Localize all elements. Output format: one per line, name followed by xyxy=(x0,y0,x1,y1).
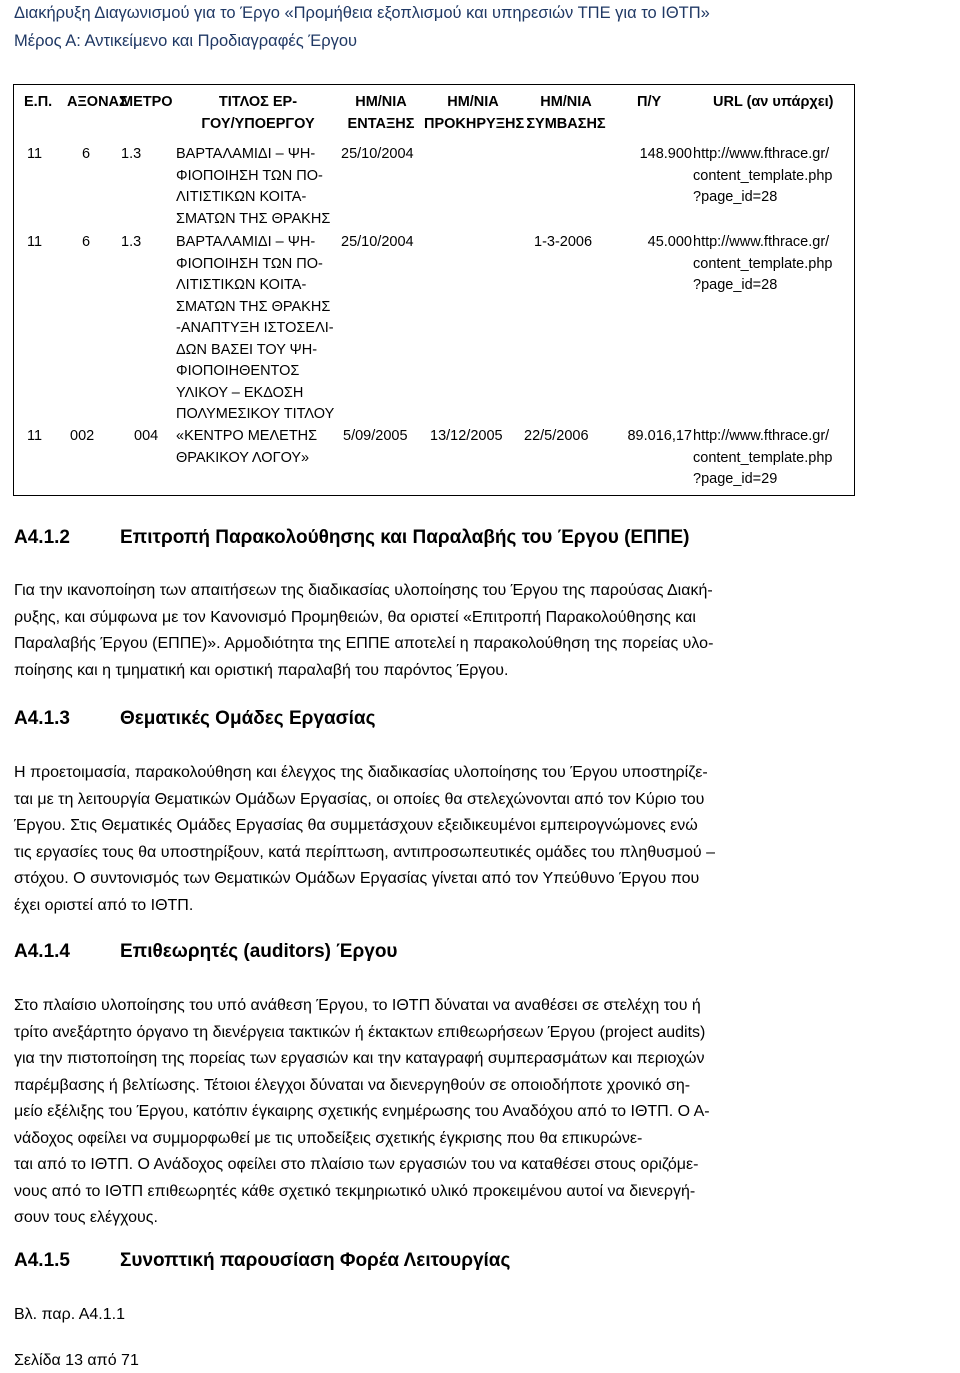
cell-symvasis: 22/5/2006 xyxy=(524,428,589,444)
section-paragraph: Στο πλαίσιο υλοποίησης του υπό ανάθεση Έργου, το ΙΘΤΠ δύναται να αναθέσει σε στελέχη του ή τρίτο ανεξάρτητο όργανο τη διενέργεια τακτικών ή έκτακτων επιθεωρήσεων Έργου (project audits) για την πιστοποίηση της πορείας των εργασιών και την καταγραφή συμπερασμάτων και περιοχών παρέμβασης ή βελτίωσης. Τέτοιοι έλεγχοι δύναται να διενεργηθούν σε οποιοδήποτε χρονικό ση- μείο εξέλιξης του Έργου, κατόπιν έγκαιρης σχετικής ενημέρωσης του Αναδόχου από το ΙΘΤΠ. Ο Α- νάδοχος οφείλει να συμμορφωθεί με τις υποδείξεις σχετικής έγκρισης που θα επικυρώνε- ται από το ΙΘΤΠ. Ο Ανάδοχος οφείλει στο πλαίσιο των εργασιών του να καταθέσει στους οριζόμε- νους από το ΙΘΤΠ επιθεωρητές κάθε σχετικό τεκμηριωτικό υλικό προκειμένου αυτοί να διενεργή- σουν τους ελέγχους. xyxy=(14,997,710,1226)
cell-ep: 11 xyxy=(27,234,43,250)
cell-axonas: 002 xyxy=(70,428,95,444)
cell-entaxis: 25/10/2004 xyxy=(341,234,414,250)
cell-entaxis: 25/10/2004 xyxy=(341,146,414,162)
cell-title: «ΚΕΝΤΡΟ ΜΕΛΕΤΗΣ ΘΡΑΚΙΚΟΥ ΛΟΓΟΥ» xyxy=(176,428,318,466)
col-header-title: ΤΙΤΛΟΣ ΕΡ- ΓΟΥ/ΥΠΟΕΡΓΟΥ xyxy=(201,94,315,132)
cell-prokiryxis: 13/12/2005 xyxy=(430,428,503,444)
cell-title: ΒΑΡΤΑΛΑΜΙΔΙ – ΨΗ- ΦΙΟΠΟΙΗΣΗ ΤΩΝ ΠΟ- ΛΙΤΙΣΤΙΚΩΝ ΚΟΙΤΑ- ΣΜΑΤΩΝ ΤΗΣ ΘΡΑΚΗΣ -ΑΝΑΠΤΥΞΗ ΙΣΤΟΣΕΛΙ- ΔΩΝ ΒΑΣΕΙ ΤΟΥ ΨΗ- ΦΙΟΠΟΙΗΘΕΝΤΟΣ ΥΛΙΚΟΥ – ΕΚΔΟΣΗ ΠΟΛΥΜΕΣΙΚΟΥ ΤΙΤΛΟΥ xyxy=(176,234,335,422)
cell-py: 148.900 xyxy=(639,146,692,162)
col-header-metro: ΜΕΤΡΟ xyxy=(121,94,173,110)
section-paragraph: Η προετοιμασία, παρακολούθηση και έλεγχος της διαδικασίας υλοποίησης του Έργου υποστηρίζε- ται με τη λειτουργία Θεματικών Ομάδων Εργασίας, οι οποίες θα στελεχώνονται από τον Κύριο του Έργου. Στις Θεματικές Ομάδες Εργασίας θα συμμετάσχουν εξειδικευμένοι εμπειρογνώμονες ενώ τις εργασίες τους θα υποστηρίξουν, κατά περίπτωση, αντιπροσωπευτικές ομάδες του πληθυσμού – στόχου. Ο συντονισμός των Θεματικών Ομάδων Εργασίας γίνεται από τον Υπεύθυνο Έργου που έχει οριστεί από το ΙΘΤΠ. xyxy=(14,764,715,914)
section-title: Θεματικές Ομάδες Εργασίας xyxy=(120,708,376,729)
cell-title: ΒΑΡΤΑΛΑΜΙΔΙ – ΨΗ- ΦΙΟΠΟΙΗΣΗ ΤΩΝ ΠΟ- ΛΙΤΙΣΤΙΚΩΝ ΚΟΙΤΑ- ΣΜΑΤΩΝ ΤΗΣ ΘΡΑΚΗΣ xyxy=(176,146,331,227)
section-heading xyxy=(14,1250,510,1272)
document-header-title: Διακήρυξη Διαγωνισμού για το Έργο «Προμήθεια εξοπλισμού και υπηρεσιών ΤΠΕ για το ΙΘΤΠ» xyxy=(14,4,710,22)
cell-py: 89.016,17 xyxy=(627,428,692,444)
section-number: Α4.1.3 xyxy=(14,708,70,729)
cell-entaxis: 5/09/2005 xyxy=(343,428,408,444)
projects-table xyxy=(13,84,855,496)
cell-ep: 11 xyxy=(27,146,43,162)
cell-url: http://www.fthrace.gr/ content_template.php ?page_id=29 xyxy=(693,428,833,487)
section-title: Επιθεωρητές (auditors) Έργου xyxy=(120,941,398,962)
section-heading xyxy=(14,527,690,549)
cell-metro: 1.3 xyxy=(121,234,142,250)
col-header-entaxis: ΗΜ/ΝΙΑ ΕΝΤΑΞΗΣ xyxy=(347,94,415,132)
cell-url: http://www.fthrace.gr/ content_template.php ?page_id=28 xyxy=(693,146,833,205)
page-footer: Σελίδα 13 από 71 xyxy=(14,1352,139,1369)
section-number: Α4.1.5 xyxy=(14,1250,70,1271)
col-header-url: URL (αν υπάρχει) xyxy=(713,94,834,110)
cell-axonas: 6 xyxy=(82,146,91,162)
section-number: Α4.1.2 xyxy=(14,527,70,548)
col-header-py: Π/Υ xyxy=(637,94,662,110)
cell-py: 45.000 xyxy=(647,234,692,250)
section-title: Επιτροπή Παρακολούθησης και Παραλαβής του Έργου (ΕΠΠΕ) xyxy=(120,527,690,548)
section-heading xyxy=(14,708,375,730)
section-title: Συνοπτική παρουσίαση Φορέα Λειτουργίας xyxy=(120,1250,511,1271)
cell-symvasis: 1-3-2006 xyxy=(534,234,593,250)
col-header-prokiryxis: ΗΜ/ΝΙΑ ΠΡΟΚΗΡΥΞΗΣ xyxy=(424,94,525,132)
document-header-subtitle: Μέρος Α: Αντικείμενο και Προδιαγραφές Έργου xyxy=(14,32,358,50)
section-heading xyxy=(14,941,398,963)
cell-metro: 1.3 xyxy=(121,146,142,162)
cell-url: http://www.fthrace.gr/ content_template.php ?page_id=28 xyxy=(693,234,833,293)
cell-metro: 004 xyxy=(134,428,159,444)
section-number: Α4.1.4 xyxy=(14,941,70,962)
cell-ep: 11 xyxy=(27,428,43,444)
col-header-ep: Ε.Π. xyxy=(24,94,53,110)
cross-reference: Βλ. παρ. Α4.1.1 xyxy=(14,1306,125,1323)
col-header-symvasis: ΗΜ/ΝΙΑ ΣΥΜΒΑΣΗΣ xyxy=(526,94,606,132)
section-paragraph: Για την ικανοποίηση των απαιτήσεων της διαδικασίας υλοποίησης του Έργου της παρούσας Διακή- ρυξης, και σύμφωνα με τον Κανονισμό Προμηθειών, θα οριστεί «Επιτροπή Παρακολούθησης και Παραλαβής Έργου (ΕΠΠΕ)». Αρμοδιότητα της ΕΠΠΕ αποτελεί η παρακολούθηση της πορείας υλο- ποίησης και η τμηματική και οριστική παραλαβή του παρόντος Έργου. xyxy=(14,582,714,679)
cell-axonas: 6 xyxy=(82,234,91,250)
col-header-axonas: ΑΞΟΝΑΣ xyxy=(67,94,128,110)
